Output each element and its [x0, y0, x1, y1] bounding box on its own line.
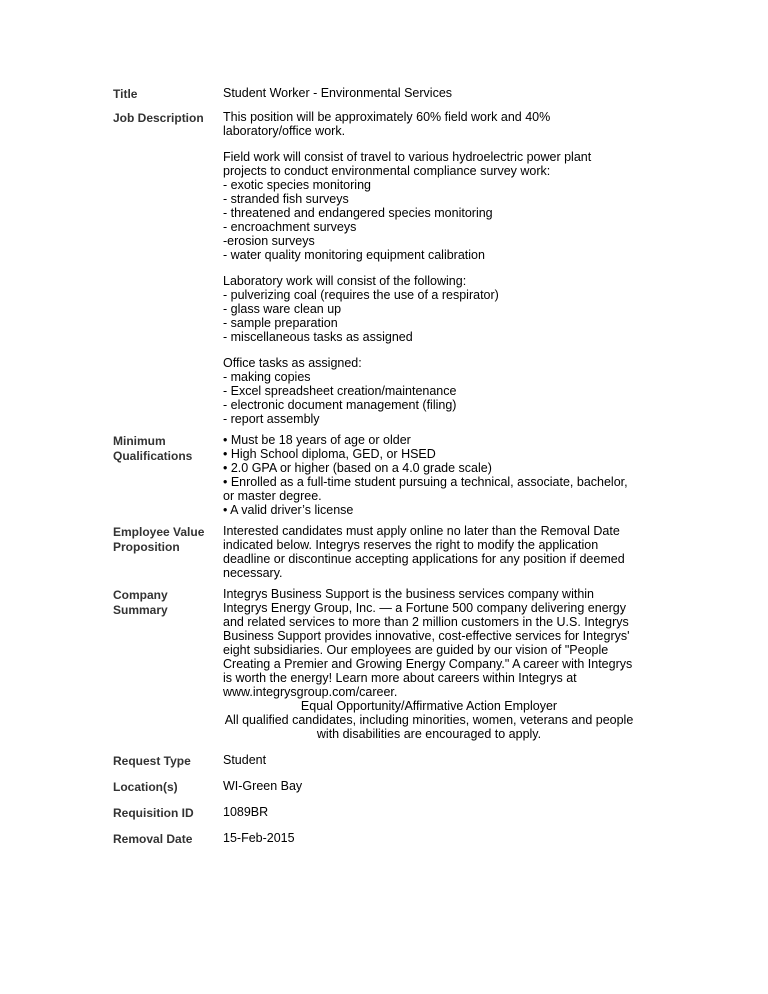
row-removal-date	[0, 831, 768, 847]
title-label: Title	[113, 87, 138, 101]
list-item: - pulverizing coal (requires the use of a respirator)	[223, 288, 499, 302]
row-requisition-id	[0, 805, 768, 821]
list-item: • Enrolled as a full-time student pursuing a technical, associate, bachelor, or master degree.	[223, 475, 628, 503]
requisition-id-label: Requisition ID	[113, 806, 194, 820]
request-type-label: Request Type	[113, 754, 191, 768]
list-item: -erosion surveys	[223, 234, 315, 248]
field-work-heading: Field work will consist of travel to various hydroelectric power plant projects to conduct environmental compliance survey work:	[223, 150, 592, 178]
list-item: • 2.0 GPA or higher (based on a 4.0 grade scale)	[223, 461, 492, 475]
job-description-label: Job Description	[113, 111, 204, 125]
locations-value: WI-Green Bay	[223, 779, 303, 793]
office-tasks-heading: Office tasks as assigned:	[223, 356, 362, 370]
field-work-section	[223, 150, 635, 262]
list-item: - miscellaneous tasks as assigned	[223, 330, 413, 344]
row-employee-value-proposition	[0, 524, 768, 580]
minimum-qualifications-value	[223, 433, 635, 517]
list-item: - exotic species monitoring	[223, 178, 371, 192]
row-minimum-qualifications	[0, 433, 768, 517]
row-locations	[0, 779, 768, 795]
company-summary-text: Integrys Business Support is the business services company within Integrys Energy Group, Inc. — a Fortune 500 company delivering energy and related services to more than 2 million customers in the U.S. Integrys Business Support provides innovative, cost-effective services for Integrys' eight subsidiaries. Our employees are guided by our vision of "People Creating a Premier and Growing Energy Company." A career with Integrys is worth the energy! Learn more about careers within Integrys at www.integrysgroup.com/career.	[223, 587, 633, 699]
list-item: - water quality monitoring equipment calibration	[223, 248, 485, 262]
row-title	[0, 86, 768, 102]
list-item: • A valid driver’s license	[223, 503, 354, 517]
job-description-value	[223, 110, 635, 426]
eeo-statement: All qualified candidates, including minorities, women, veterans and people with disabilities are encouraged to apply.	[224, 713, 634, 741]
list-item: - Excel spreadsheet creation/maintenance	[223, 384, 457, 398]
company-summary-value	[223, 587, 635, 741]
lab-work-heading: Laboratory work will consist of the following:	[223, 274, 467, 288]
job-description-intro: This position will be approximately 60% field work and 40% laboratory/office work.	[223, 110, 551, 138]
row-company-summary	[0, 587, 768, 741]
row-job-description	[0, 110, 768, 426]
row-request-type	[0, 753, 768, 769]
locations-label: Location(s)	[113, 780, 178, 794]
list-item: • Must be 18 years of age or older	[223, 433, 411, 447]
list-item: - electronic document management (filing)	[223, 398, 457, 412]
list-item: - report assembly	[223, 412, 320, 426]
request-type-value: Student	[223, 753, 267, 767]
removal-date-label: Removal Date	[113, 832, 193, 846]
office-tasks-section	[223, 356, 635, 426]
list-item: - encroachment surveys	[223, 220, 357, 234]
list-item: - stranded fish surveys	[223, 192, 349, 206]
list-item: - threatened and endangered species monitoring	[223, 206, 493, 220]
removal-date-value: 15-Feb-2015	[223, 831, 295, 845]
company-summary-label: Company Summary	[113, 588, 168, 617]
lab-work-section	[223, 274, 635, 344]
employee-value-proposition-label: Employee Value Proposition	[113, 525, 205, 554]
list-item: - making copies	[223, 370, 311, 384]
minimum-qualifications-label: Minimum Qualifications	[113, 434, 193, 463]
eeo-line: Equal Opportunity/Affirmative Action Employer	[300, 699, 558, 713]
list-item: - sample preparation	[223, 316, 338, 330]
requisition-id-value: 1089BR	[223, 805, 269, 819]
title-value: Student Worker - Environmental Services	[223, 86, 453, 100]
employee-value-proposition-value: Interested candidates must apply online no later than the Removal Date indicated below. Integrys reserves the right to modify the application deadline or discontinue accepting applications for any position if deemed necessary.	[223, 524, 625, 580]
list-item: - glass ware clean up	[223, 302, 342, 316]
job-posting	[0, 86, 768, 854]
list-item: • High School diploma, GED, or HSED	[223, 447, 436, 461]
